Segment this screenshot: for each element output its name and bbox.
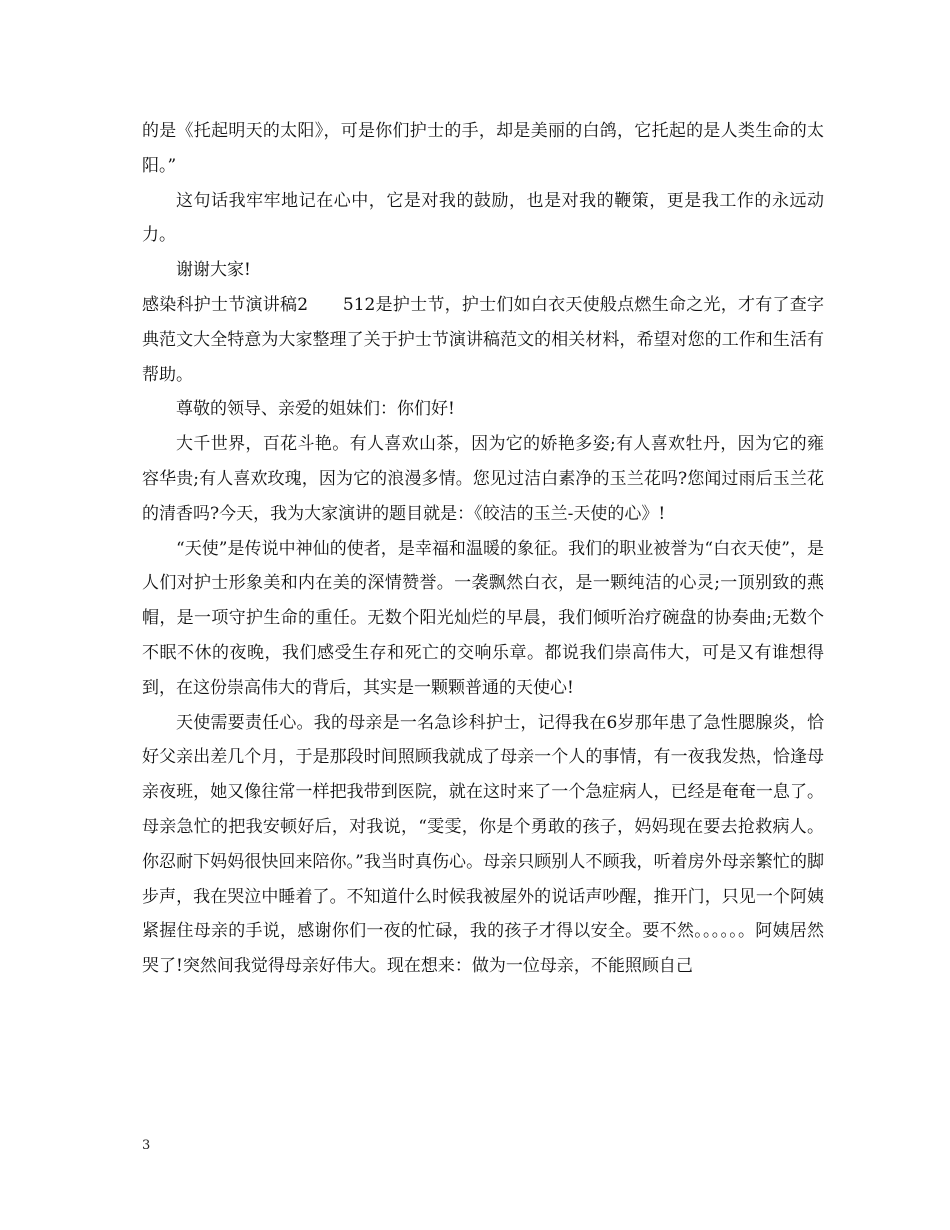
paragraph-6: 大千世界，百花斗艳。有人喜欢山茶，因为它的娇艳多姿;有人喜欢牡丹，因为它的雍容华贵;有人喜欢玫瑰，因为它的浪漫多情。您见过洁白素净的玉兰花吗?您闻过雨后玉兰花的清香吗?今天，我为大家演讲的题目就是：《皎洁的玉兰-天使的心》! <box>142 434 824 524</box>
paragraph-2: 这句话我牢牢地记在心中，它是对我的鼓励，也是对我的鞭策，更是我工作的永远动力。 <box>142 190 824 246</box>
paragraph-5: 尊敬的领导、亲爱的姐妹们：你们好! <box>176 399 455 420</box>
paragraph-1: 的是《托起明天的太阳》，可是你们护士的手，却是美丽的白鸽，它托起的是人类生命的太阳。” <box>142 121 824 176</box>
page-number: 3 <box>142 1138 151 1153</box>
paragraph-4: 感染科护士节演讲稿2 512是护士节，护士们如白衣天使般点燃生命之光，才有了查字典范文大全特意为大家整理了关于护士节演讲稿范文的相关材料，希望对您的工作和生活有帮助。 <box>142 294 824 385</box>
paragraph-7: “天使”是传说中神仙的使者，是幸福和温暖的象征。我们的职业被誉为“白衣天使”，是人们对护士形象美和内在美的深情赞誉。一袭飘然白衣，是一颗纯洁的心灵;一顶别致的燕帽，是一项守护生命的重任。无数个阳光灿烂的早晨，我们倾听治疗碗盘的协奏曲;无数个不眠不休的夜晚，我们感受生存和死亡的交响乐章。都说我们崇高伟大，可是又有谁想得到，在这份崇高伟大的背后，其实是一颗颗普通的天使心! <box>142 538 824 698</box>
paragraph-8: 天使需要责任心。我的母亲是一名急诊科护士，记得我在6岁那年患了急性腮腺炎，恰好父亲出差几个月，于是那段时间照顾我就成了母亲一个人的事情，有一夜我发热，恰逢母亲夜班，她又像往常一样把我带到医院，就在这时来了一个急症病人，已经是奄奄一息了。母亲急忙的把我安顿好后，对我说，“雯雯，你是个勇敢的孩子，妈妈现在要去抢救病人。你忍耐下妈妈很快回来陪你。”我当时真伤心。母亲只顾别人不顾我，听着房外母亲繁忙的脚步声，我在哭泣中睡着了。不知道什么时候我被屋外的说话声吵醒，推开门，只见一个阿姨紧握住母亲的手说，感谢你们一夜的忙碌，我的孩子才得以安全。要不然。。。。。。阿姨居然哭了!突然间我觉得母亲好伟大。现在想来：做为一位母亲，不能照顾自己 <box>142 712 824 977</box>
body-text <box>142 114 824 984</box>
paragraph-3: 谢谢大家! <box>176 260 251 281</box>
